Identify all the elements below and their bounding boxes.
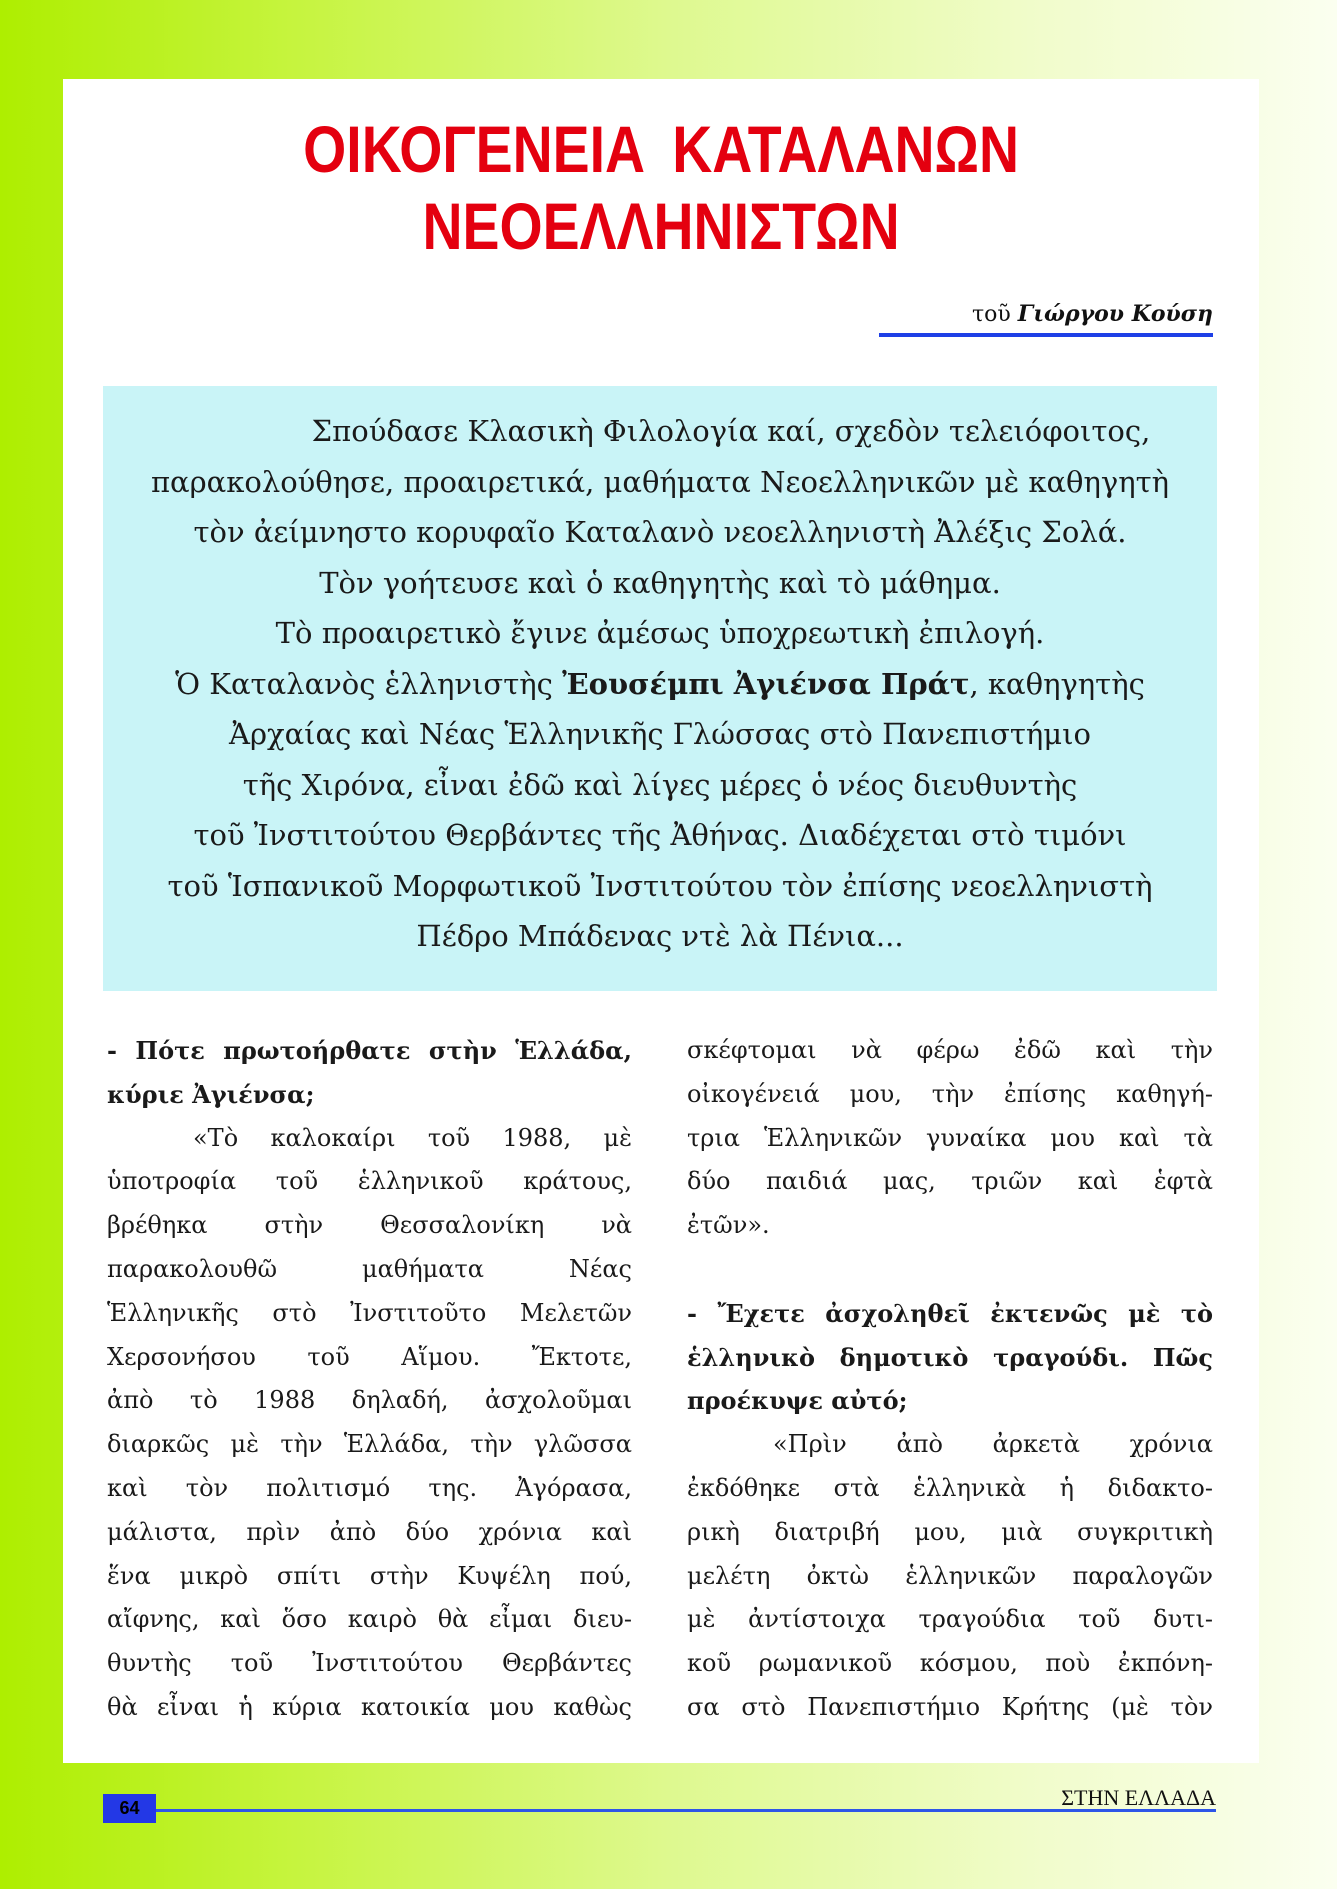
answer-line: μάλιστα, πρὶν ἀπὸ δύο χρόνια καὶ bbox=[107, 1517, 632, 1546]
byline bbox=[972, 301, 1213, 328]
paragraph-gap bbox=[687, 1248, 1213, 1292]
byline-underline bbox=[879, 333, 1213, 337]
title-line-2-text: ΝΕΟΕΛΛΗΝΙΣΤΩΝ bbox=[422, 189, 900, 263]
answer-line: ἐκδόθηκε στὰ ἑλληνικὰ ἡ διδακτο- bbox=[687, 1473, 1213, 1502]
intro-line: Ἀρχαίας καὶ Νέας Ἑλληνικῆς Γλώσσας στὸ Πανεπιστήμιο bbox=[229, 717, 1091, 751]
answer-line: καὶ τὸν πολιτισμό της. Ἀγόρασα, bbox=[107, 1473, 632, 1502]
left-column bbox=[107, 1029, 632, 1730]
intro-line bbox=[103, 659, 1217, 710]
question-line: κύριε Ἀγιένσα; bbox=[107, 1079, 315, 1109]
intro-line: Πέδρο Μπάδενας ντὲ λὰ Πένια... bbox=[416, 919, 904, 953]
intro-text bbox=[103, 386, 1217, 962]
answer-line: δύο παιδιά μας, τριῶν καὶ ἑφτὰ bbox=[687, 1167, 1213, 1196]
intro-line: τὸν ἀείμνηστο κορυφαῖο Καταλανὸ νεοελληνιστὴ Ἀλέξις Σολά. bbox=[193, 515, 1127, 549]
answer-line: Ἑλληνικῆς στὸ Ἰνστιτοῦτο Μελετῶν bbox=[107, 1298, 632, 1327]
answer-line: οἰκογένειά μου, τὴν ἐπίσης καθηγή- bbox=[687, 1079, 1213, 1108]
intro-line-pre: Ὁ Καταλανὸς ἑλληνιστὴς bbox=[175, 666, 563, 701]
byline-prefix: τοῦ bbox=[971, 302, 1011, 327]
answer-line: θὰ εἶναι ἡ κύρια κατοικία μου καθὼς bbox=[107, 1692, 632, 1721]
intro-line: τοῦ Ἱσπανικοῦ Μορφωτικοῦ Ἰνστιτούτου τὸν ἐπίσης νεοελληνιστὴ bbox=[167, 868, 1153, 903]
question-line: ἑλληνικὸ δημοτικὸ τραγούδι. Πῶς bbox=[687, 1342, 1213, 1372]
byline-author: Γιώργου Κούση bbox=[1017, 301, 1213, 327]
answer-line: ρικὴ διατριβή μου, μιὰ συγκριτικὴ bbox=[687, 1517, 1213, 1546]
answer-line: θυντὴς τοῦ Ἰνστιτούτου Θερβάντες bbox=[107, 1649, 632, 1678]
answer-line: ὑποτροφία τοῦ ἑλληνικοῦ κράτους, bbox=[107, 1167, 632, 1196]
section-label: ΣΤΗΝ ΕΛΛΑΔΑ bbox=[1061, 1785, 1216, 1810]
answer-line: «Τὸ καλοκαίρι τοῦ 1988, μὲ bbox=[193, 1123, 632, 1152]
question-line: προέκυψε αὐτό; bbox=[687, 1386, 908, 1416]
intro-line: Τὸ προαιρετικὸ ἔγινε ἀμέσως ὑποχρεωτικὴ ἐπιλογή. bbox=[275, 616, 1045, 650]
answer-line: σκέφτομαι νὰ φέρω ἐδῶ καὶ τὴν bbox=[687, 1036, 1213, 1064]
answer-line: διαρκῶς μὲ τὴν Ἑλλάδα, τὴν γλῶσσα bbox=[107, 1430, 632, 1459]
answer-line: παρακολουθῶ μαθήματα Νέας bbox=[107, 1254, 632, 1283]
question-line: - Ἔχετε ἀσχοληθεῖ ἐκτενῶς μὲ τὸ bbox=[687, 1298, 1213, 1328]
intro-line: Τὸν γοήτευσε καὶ ὁ καθηγητὴς καὶ τὸ μάθημα. bbox=[319, 565, 1001, 600]
page-number: 64 bbox=[103, 1794, 156, 1823]
title-line-2 bbox=[63, 188, 1259, 265]
answer-line: «Πρὶν ἀπὸ ἀρκετὰ χρόνια bbox=[773, 1430, 1213, 1459]
answer-line: βρέθηκα στὴν Θεσσαλονίκη νὰ bbox=[107, 1211, 632, 1240]
answer-line: τρια Ἑλληνικῶν γυναίκα μου καὶ τὰ bbox=[687, 1123, 1213, 1152]
title-line-1-text: ΟΙΚΟΓΕΝΕΙΑ ΚΑΤΑΛΑΝΩΝ bbox=[303, 112, 1019, 186]
answer-line: μελέτη ὀκτὼ ἑλληνικῶν παραλογῶν bbox=[687, 1561, 1213, 1590]
title-line-1 bbox=[63, 111, 1259, 188]
answer-line: σα στὸ Πανεπιστήμιο Κρήτης (μὲ τὸν bbox=[687, 1692, 1213, 1721]
answer-line: ἕνα μικρὸ σπίτι στὴν Κυψέλη πού, bbox=[107, 1561, 632, 1590]
intro-name-bold: Ἐουσέμπι Ἀγιένσα Πράτ bbox=[562, 666, 970, 701]
intro-line-post: , καθηγητὴς bbox=[969, 666, 1145, 701]
article-title bbox=[63, 111, 1259, 265]
answer-line: ἐτῶν». bbox=[687, 1211, 770, 1240]
intro-line: τῆς Χιρόνα, εἶναι ἐδῶ καὶ λίγες μέρες ὁ νέος διευθυντὴς bbox=[242, 767, 1078, 802]
answer-line: Χερσονήσου τοῦ Αἵμου. Ἔκτοτε, bbox=[107, 1342, 632, 1371]
intro-box bbox=[103, 386, 1217, 991]
intro-line: Σπούδασε Κλασικὴ Φιλολογία καί, σχεδὸν τελειόφοιτος, bbox=[311, 414, 1151, 448]
footer-rule bbox=[156, 1809, 1216, 1812]
right-column bbox=[687, 1029, 1213, 1730]
answer-line: αἴφνης, καὶ ὅσο καιρὸ θὰ εἶμαι διευ- bbox=[107, 1605, 632, 1634]
intro-line: τοῦ Ἰνστιτούτου Θερβάντες τῆς Ἀθήνας. Διαδέχεται στὸ τιμόνι bbox=[193, 818, 1127, 852]
answer-line: ἀπὸ τὸ 1988 δηλαδή, ἀσχολοῦμαι bbox=[107, 1386, 632, 1415]
question-line: - Πότε πρωτοήρθατε στὴν Ἑλλάδα, bbox=[107, 1036, 632, 1065]
answer-line: μὲ ἀντίστοιχα τραγούδια τοῦ δυτι- bbox=[687, 1605, 1213, 1634]
answer-line: κοῦ ρωμανικοῦ κόσμου, ποὺ ἐκπόνη- bbox=[687, 1649, 1213, 1678]
intro-line: παρακολούθησε, προαιρετικά, μαθήματα Νεοελληνικῶν μὲ καθηγητὴ bbox=[150, 464, 1170, 499]
